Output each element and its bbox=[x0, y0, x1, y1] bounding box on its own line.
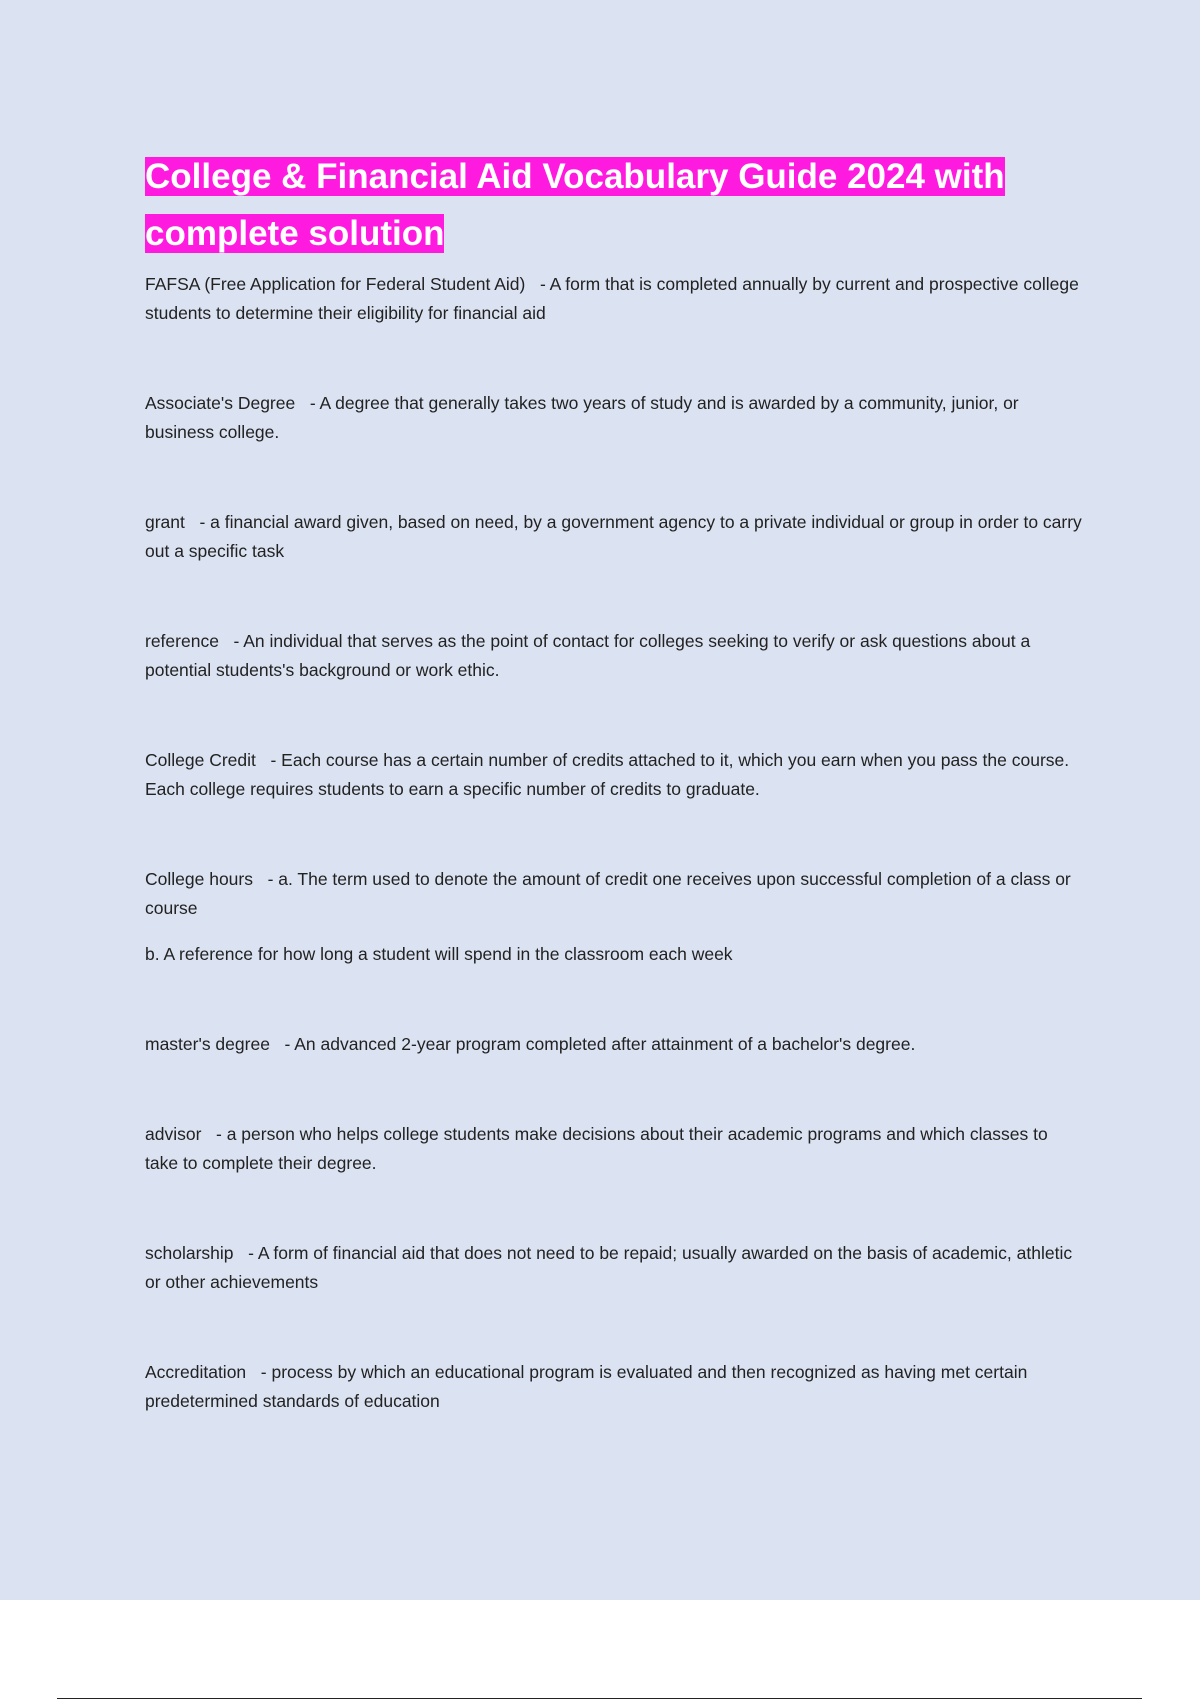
page-bottom-rule bbox=[57, 1698, 1142, 1699]
vocab-entry bbox=[145, 1030, 1085, 1059]
vocab-term: reference bbox=[145, 631, 219, 651]
vocab-term: scholarship bbox=[145, 1243, 234, 1263]
vocab-entry bbox=[145, 1120, 1085, 1178]
vocab-definition: - An individual that serves as the point of contact for colleges seeking to verify or ask questions about a potential students's background or work ethic. bbox=[145, 631, 1031, 680]
vocab-entry bbox=[145, 627, 1085, 685]
vocab-term: College hours bbox=[145, 869, 253, 889]
vocab-definition: - a financial award given, based on need, by a government agency to a private individual or group in order to carry out a specific task bbox=[145, 512, 1082, 561]
vocab-definition: - A form that is completed annually by current and prospective college students to determine their eligibility for financial aid bbox=[145, 274, 1079, 323]
vocab-term: College Credit bbox=[145, 750, 256, 770]
vocab-entry bbox=[145, 389, 1085, 447]
vocab-definition: - a. The term used to denote the amount of credit one receives upon successful completion of a class or course bbox=[145, 869, 1071, 918]
vocab-definition: - process by which an educational program is evaluated and then recognized as having met certain predetermined standards of education bbox=[145, 1362, 1028, 1411]
vocab-entry bbox=[145, 1358, 1085, 1416]
vocab-term: advisor bbox=[145, 1124, 202, 1144]
vocab-entry bbox=[145, 508, 1085, 566]
vocab-term: Accreditation bbox=[145, 1362, 247, 1382]
document-content bbox=[145, 148, 1085, 1416]
vocab-term: master's degree bbox=[145, 1034, 270, 1054]
vocab-definition: - An advanced 2-year program completed after attainment of a bachelor's degree. bbox=[284, 1034, 916, 1054]
document-title-text: College & Financial Aid Vocabulary Guide 2024 with complete solution bbox=[145, 157, 1005, 253]
vocab-entry bbox=[145, 1239, 1085, 1297]
vocab-entry bbox=[145, 865, 1085, 969]
vocab-term: FAFSA (Free Application for Federal Student Aid) bbox=[145, 274, 526, 294]
vocab-definition: - A form of financial aid that does not need to be repaid; usually awarded on the basis of academic, athletic or other achievements bbox=[145, 1243, 1073, 1292]
vocab-term: grant bbox=[145, 512, 185, 532]
document-title bbox=[145, 148, 1085, 262]
vocab-term: Associate's Degree bbox=[145, 393, 296, 413]
vocab-definition-continuation: b. A reference for how long a student will spend in the classroom each week bbox=[145, 944, 733, 964]
vocab-definition: - A degree that generally takes two years of study and is awarded by a community, junior, or business college. bbox=[145, 393, 1019, 442]
vocab-definition: - a person who helps college students make decisions about their academic programs and which classes to take to complete their degree. bbox=[145, 1124, 1048, 1173]
vocab-entry bbox=[145, 746, 1085, 804]
vocab-entry bbox=[145, 270, 1085, 328]
vocab-definition: - Each course has a certain number of credits attached to it, which you earn when you pass the course. Each college requires students to earn a specific number of credits to graduate. bbox=[145, 750, 1070, 799]
vocab-entry-main bbox=[145, 865, 1085, 923]
